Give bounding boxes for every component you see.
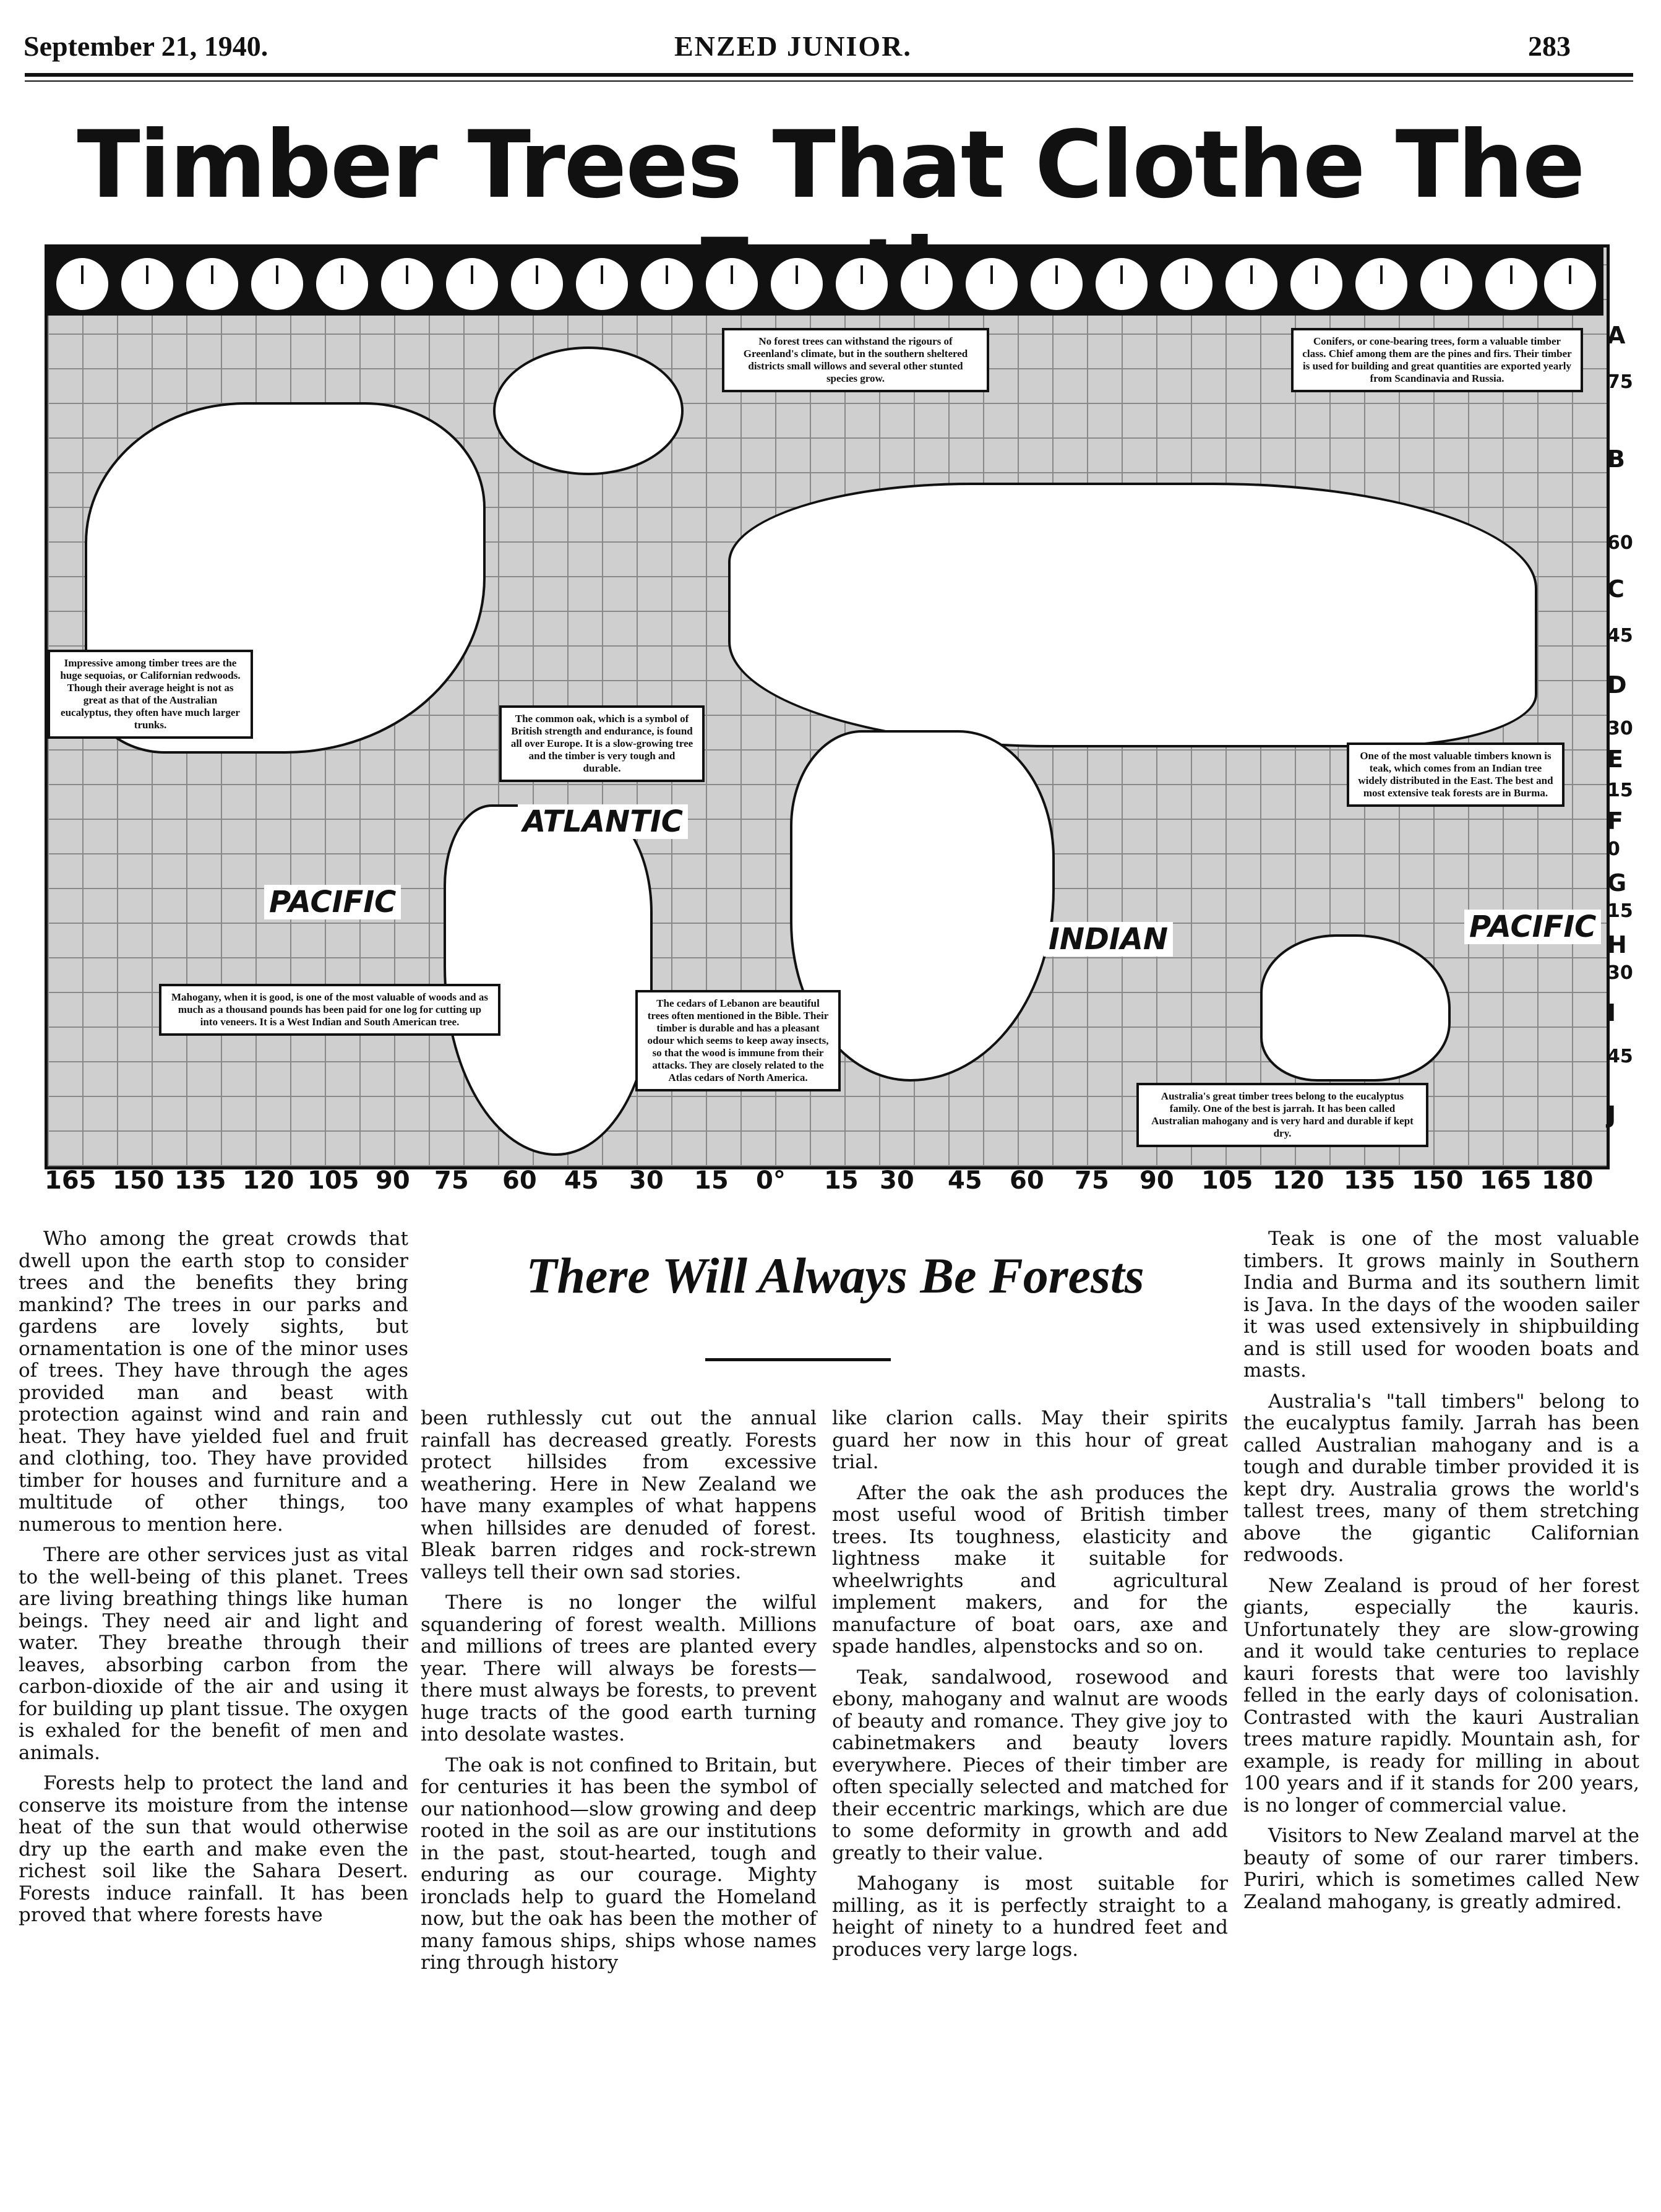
south-america — [444, 804, 653, 1156]
lon-label: 165 — [1480, 1166, 1532, 1195]
lat-label: 15 — [1607, 780, 1633, 801]
page-title: Timber Trees That Clothe The — [77, 111, 1584, 219]
lon-label: 105 — [307, 1166, 359, 1195]
article-column-4 — [1243, 1228, 1639, 1922]
clock-icon — [313, 255, 371, 313]
article-column-3 — [832, 1408, 1228, 1969]
article-column-1 — [19, 1228, 408, 1935]
lat-label: E — [1607, 746, 1623, 773]
lat-label: A — [1607, 322, 1626, 349]
clock-icon — [703, 255, 761, 313]
paragraph: New Zealand is proud of her forest giants, especially the kauris. Unfortunately they are slow-growing and it would take centuries to replace kauri forests that were too lavishly felled in the early days of colonisation. Contrasted with the kauri Australian trees mature rapidly. Mountain ash, for example, is ready for milling in about 100 years and if it stands for 200 years, is no longer of commercial value. — [1243, 1574, 1639, 1817]
clock-icon — [1092, 255, 1151, 313]
paragraph: After the oak the ash produces the most useful wood of British timber trees. Its toughness, elasticity and lightness make it suitable for wheelwrights and agricultural implement makers, and for the manufacture of boat oars, axe and spade handles, alpenstocks and so on. — [832, 1481, 1228, 1658]
lon-label: 135 — [174, 1166, 226, 1195]
world-map — [45, 244, 1610, 1169]
caption-teak: One of the most valuable timbers known is teak, which comes from an Indian tree widely distributed in the East. The best and most extensive teak forests are in Burma. — [1347, 742, 1564, 807]
lat-label: H — [1607, 931, 1627, 958]
clock-icon — [898, 255, 956, 313]
caption-australia: Australia's great timber trees belong to the eucalyptus family. One of the best is jarrah. It has been called Australian mahogany and is very hard and durable if kept dry. — [1136, 1083, 1428, 1147]
paragraph: Mahogany is most suitable for milling, as it is perfectly straight to a height of ninety to a hundred feet and produces very large logs. — [832, 1872, 1228, 1961]
lat-label: B — [1607, 445, 1625, 473]
clock-icon — [1157, 255, 1216, 313]
ocean-label-pacific-east: PACIFIC — [1464, 910, 1601, 944]
masthead-rule-thin — [25, 80, 1633, 82]
clock-icon — [1028, 255, 1086, 313]
lon-label: 60 — [502, 1166, 537, 1195]
lon-label: 15 — [824, 1166, 859, 1195]
lon-label: 45 — [564, 1166, 599, 1195]
paragraph: Visitors to New Zealand marvel at the beauty of some of our rarer timbers. Puriri, which is sometimes called New Zealand mahogany, is greatly admired. — [1243, 1825, 1639, 1913]
caption-oak: The common oak, which is a symbol of British strength and endurance, is found all over Europe. It is a slow-growing tree and the timber is very tough and durable. — [499, 705, 705, 782]
ocean-label-indian: INDIAN — [1044, 922, 1173, 957]
time-zone-clock-row — [45, 247, 1603, 316]
lon-label: 45 — [948, 1166, 982, 1195]
lon-label: 90 — [1140, 1166, 1174, 1195]
lon-label: 0° — [756, 1166, 786, 1195]
masthead-rule — [25, 73, 1633, 77]
lon-label: 165 — [45, 1166, 97, 1195]
caption-greenland: No forest trees can withstand the rigours of Greenland's climate, but in the southern sheltered districts small willows and several other stunted species grow. — [722, 328, 989, 392]
lon-label: 150 — [113, 1166, 165, 1195]
clock-icon — [183, 255, 241, 313]
paper-name: ENZED JUNIOR. — [674, 30, 912, 62]
ocean-label-pacific-west: PACIFIC — [264, 885, 401, 919]
clock-icon — [118, 255, 176, 313]
lon-label: 15 — [694, 1166, 729, 1195]
paragraph: The oak is not confined to Britain, but for centuries it has been the symbol of our nationhood—slow growing and deep rooted in the soil as are our institutions in the past, stout-hearted, tough and enduring as our courage. Mighty ironclads help to guard the Homeland now, but the oak has been the mother of many famous ships, ships whose names ring through history — [421, 1754, 817, 1974]
lon-label: 150 — [1412, 1166, 1464, 1195]
lat-label: D — [1607, 671, 1627, 699]
greenland — [493, 346, 684, 475]
lat-label: 45 — [1607, 625, 1633, 647]
lon-label: 180 — [1542, 1166, 1594, 1195]
lat-label: I — [1607, 999, 1616, 1026]
subhead-rule — [705, 1358, 891, 1361]
paragraph: Teak, sandalwood, rosewood and ebony, mahogany and walnut are woods of beauty and romance. They give joy to cabinetmakers and beauty lovers everywhere. Pieces of their timber are often specially selected and matched for their eccentric markings, which are due to some deformity in growth and add greatly to their value. — [832, 1666, 1228, 1864]
caption-conifers: Conifers, or cone-bearing trees, form a valuable timber class. Chief among them are the pines and firs. Their timber is used for building and great quantities are exported yearly from Scandinavia and Russia. — [1291, 328, 1583, 392]
clock-icon — [248, 255, 306, 313]
lon-label: 90 — [376, 1166, 410, 1195]
paragraph: Forests help to protect the land and conserve its moisture from the intense heat of the sun that would otherwise dry up the earth and make even the richest soil like the Sahara Desert. Forests induce rainfall. It has been proved that where forests have — [19, 1772, 408, 1926]
lon-label: 105 — [1201, 1166, 1253, 1195]
lon-label: 60 — [1010, 1166, 1044, 1195]
longitude-scale — [45, 1166, 1603, 1197]
paragraph: Teak is one of the most valuable timbers. It grows mainly in Southern India and Burma and its southern limit is Java. In the days of the wooden sailer it was used extensively in shipbuilding and is still used for wooden boats and masts. — [1243, 1228, 1639, 1382]
lat-label: 15 — [1607, 900, 1633, 922]
lon-label: 120 — [1273, 1166, 1324, 1195]
issue-date: September 21, 1940. — [24, 30, 268, 62]
caption-redwoods: Impressive among timber trees are the huge sequoias, or Californian redwoods. Though their average height is not as great as that of the Australian eucalyptus, they often have much larger trunks. — [48, 650, 253, 739]
clock-icon — [963, 255, 1021, 313]
clock-icon — [1352, 255, 1410, 313]
lat-label: G — [1607, 869, 1627, 897]
lon-label: 75 — [1075, 1166, 1109, 1195]
clock-icon — [1541, 255, 1599, 313]
clock-icon — [443, 255, 501, 313]
clock-icon — [1417, 255, 1475, 313]
lat-label: F — [1607, 807, 1623, 835]
lon-label: 30 — [880, 1166, 914, 1195]
paragraph: like clarion calls. May their spirits guard her now in this hour of great trial. — [832, 1407, 1228, 1473]
lat-label: 45 — [1607, 1046, 1633, 1067]
clock-icon — [638, 255, 696, 313]
lat-label: J — [1607, 1101, 1616, 1129]
paragraph: Who among the great crowds that dwell upon the earth stop to consider trees and the benefits they bring mankind? The trees in our parks and gardens are lovely sights, but ornamentation is one of the minor uses of trees. They have through the ages provided man and beast with protection against wind and rain and heat. They have yielded fuel and fruit and clothing, too. They have provided timber for houses and furniture and a multitude of other things, too numerous to mention here. — [19, 1228, 408, 1536]
article-column-2 — [421, 1408, 817, 1983]
ocean-label-atlantic: ATLANTIC — [518, 804, 688, 839]
caption-cedars: The cedars of Lebanon are beautiful trees often mentioned in the Bible. Their timber is durable and has a pleasant odour which seems to keep away insects, so that the wood is immune from their attacks. They are closely related to the Atlas cedars of North America. — [635, 990, 841, 1091]
lon-label: 135 — [1344, 1166, 1396, 1195]
lon-label: 30 — [629, 1166, 664, 1195]
clock-icon — [508, 255, 566, 313]
clock-icon — [378, 255, 436, 313]
clock-icon — [1222, 255, 1281, 313]
lat-label: 75 — [1607, 371, 1633, 393]
clock-icon — [833, 255, 891, 313]
clock-icon — [768, 255, 826, 313]
article-subhead: There Will Always Be Forests — [526, 1247, 1144, 1304]
lat-label: 30 — [1607, 962, 1633, 984]
caption-mahogany: Mahogany, when it is good, is one of the most valuable of woods and as much as a thousand pounds has been paid for one log for cutting up into veneers. It is a West Indian and South American tree. — [159, 984, 500, 1036]
paragraph: been ruthlessly cut out the annual rainfall has decreased greatly. Forests protect hillsides from excessive weathering. Here in New Zealand we have many examples of what happens when hillsides are denuded of forest. Bleak barren ridges and rock-strewn valleys tell their own sad stories. — [421, 1407, 817, 1583]
eurasia — [728, 483, 1537, 747]
lat-label: 60 — [1607, 532, 1633, 554]
clock-icon — [573, 255, 631, 313]
lat-label: C — [1607, 575, 1625, 603]
lat-label: 0 — [1607, 838, 1620, 860]
lon-label: 75 — [434, 1166, 469, 1195]
paragraph: There is no longer the wilful squandering of forest wealth. Millions and millions of trees are planted every year. There will always be forests—there must always be forests, to prevent huge tracts of the good earth turning into desolate wastes. — [421, 1591, 817, 1745]
clock-icon — [53, 255, 111, 313]
clock-icon — [1482, 255, 1540, 313]
lon-label: 120 — [242, 1166, 294, 1195]
lat-label: 30 — [1607, 718, 1633, 739]
page-number: 283 — [1528, 30, 1571, 62]
australia — [1260, 934, 1451, 1082]
clock-icon — [1287, 255, 1346, 313]
paragraph: There are other services just as vital to the well-being of this planet. Trees are living breathing things like human beings. They need air and light and water. They breathe through their leaves, absorbing carbon from the carbon-dioxide of the air and using it for building up plant tissue. The oxygen is exhaled for the benefit of men and animals. — [19, 1544, 408, 1764]
paragraph: Australia's "tall timbers" belong to the eucalyptus family. Jarrah has been called Australian mahogany and is a tough and durable timber provided it is kept dry. Australia grows the world's tallest trees, many of them stretching above the gigantic Californian redwoods. — [1243, 1390, 1639, 1566]
